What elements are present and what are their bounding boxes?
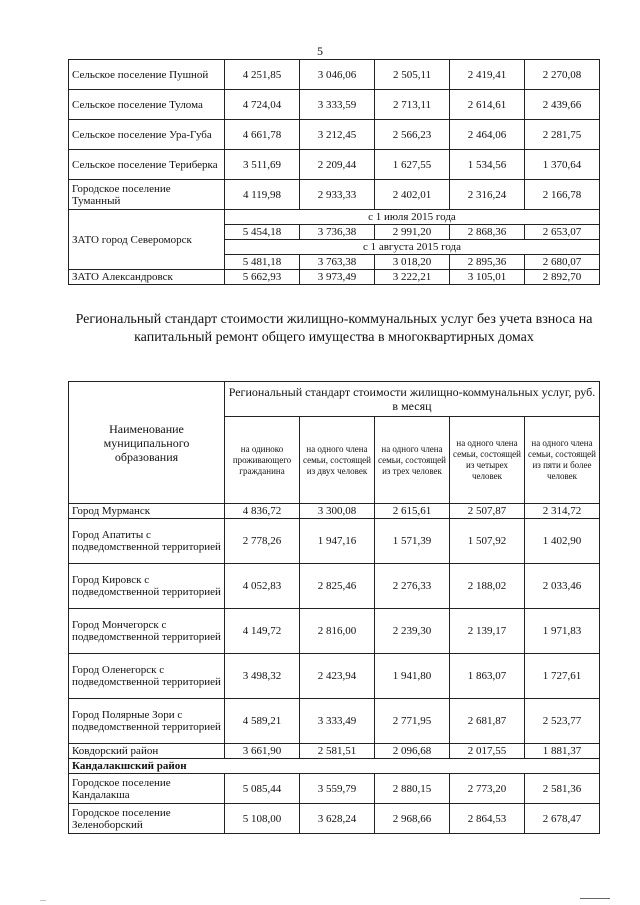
cell-value: 1 947,16 — [300, 519, 375, 564]
header-name: Наименование муниципального образования — [69, 382, 225, 504]
row-name: Сельское поселение Териберка — [69, 150, 225, 180]
cell-value: 2 771,95 — [375, 699, 450, 744]
cell-value: 2 316,24 — [450, 180, 525, 210]
cell-value: 1 370,64 — [525, 150, 600, 180]
cell-value: 2 778,26 — [225, 519, 300, 564]
cell-value: 1 941,80 — [375, 654, 450, 699]
cell-value: 2 419,41 — [450, 60, 525, 90]
row-name: Город Оленегорск с подведомственной территорией — [69, 654, 225, 699]
cell-value: 2 680,07 — [525, 255, 600, 270]
cell-value: 4 724,04 — [225, 90, 300, 120]
cell-value: 5 108,00 — [225, 804, 300, 834]
row-name: Город Кировск с подведомственной территорией — [69, 564, 225, 609]
subheader: на одного члена семьи, состоящей из пяти и более человек — [525, 417, 600, 504]
cell-value: 4 589,21 — [225, 699, 300, 744]
table-row — [69, 804, 600, 834]
cell-value: 3 300,08 — [300, 504, 375, 519]
cell-value: 2 681,87 — [450, 699, 525, 744]
row-name: Ковдорский район — [69, 744, 225, 759]
cell-value: 1 863,07 — [450, 654, 525, 699]
cell-value: 3 498,32 — [225, 654, 300, 699]
table-row — [69, 270, 600, 285]
table-row — [69, 564, 600, 609]
table-row — [69, 180, 600, 210]
cell-value: 3 559,79 — [300, 774, 375, 804]
cell-value: 3 763,38 — [300, 255, 375, 270]
section-title: Региональный стандарт стоимости жилищно-коммунальных услуг без учета взноса на капитальный ремонт общего имущества в многоквартирных домах — [75, 312, 593, 345]
cell-value: 1 971,83 — [525, 609, 600, 654]
cell-value: 2 868,36 — [450, 225, 525, 240]
cell-value: 4 052,83 — [225, 564, 300, 609]
cell-value: 5 454,18 — [225, 225, 300, 240]
header-row — [69, 382, 600, 417]
cell-value: 2 166,78 — [525, 180, 600, 210]
table-row — [69, 519, 600, 564]
cell-value: 2 505,11 — [375, 60, 450, 90]
table-row — [69, 609, 600, 654]
row-name: Городское поселение Зеленоборский — [69, 804, 225, 834]
header-main: Региональный стандарт стоимости жилищно-коммунальных услуг, руб. в месяц — [225, 382, 600, 417]
cell-value: 2 017,55 — [450, 744, 525, 759]
cell-value: 2 713,11 — [375, 90, 450, 120]
cell-value: 2 895,36 — [450, 255, 525, 270]
cell-value: 2 968,66 — [375, 804, 450, 834]
cell-value: 1 507,92 — [450, 519, 525, 564]
cell-value: 1 727,61 — [525, 654, 600, 699]
cell-value: 3 212,45 — [300, 120, 375, 150]
cell-value: 1 534,56 — [450, 150, 525, 180]
row-name: Город Мончегорск с подведомственной территорией — [69, 609, 225, 654]
table-row — [69, 774, 600, 804]
cell-value: 2 825,46 — [300, 564, 375, 609]
cell-value: 4 119,98 — [225, 180, 300, 210]
table-row — [69, 654, 600, 699]
subheader: на одного члена семьи, состоящей из четырех человек — [450, 417, 525, 504]
period-caption: с 1 августа 2015 года — [225, 240, 600, 255]
cell-value: 2 033,46 — [525, 564, 600, 609]
cell-value: 2 816,00 — [300, 609, 375, 654]
cell-value: 1 627,55 — [375, 150, 450, 180]
section-heading: Кандалакшский район — [69, 759, 600, 774]
cell-value: 2 402,01 — [375, 180, 450, 210]
table-row — [69, 150, 600, 180]
row-name: Городское поселение Туманный — [69, 180, 225, 210]
cell-value: 1 402,90 — [525, 519, 600, 564]
cell-value: 2 581,51 — [300, 744, 375, 759]
cell-value: 5 481,18 — [225, 255, 300, 270]
cell-value: 3 736,38 — [300, 225, 375, 240]
cell-value: 3 105,01 — [450, 270, 525, 285]
cell-value: 2 523,77 — [525, 699, 600, 744]
cell-value: 4 251,85 — [225, 60, 300, 90]
cell-value: 3 628,24 — [300, 804, 375, 834]
page-number: 5 — [317, 44, 323, 58]
cell-value: 2 864,53 — [450, 804, 525, 834]
table-row — [69, 210, 600, 225]
cell-value: 3 333,59 — [300, 90, 375, 120]
table-row — [69, 120, 600, 150]
row-name: ЗАТО Александровск — [69, 270, 225, 285]
row-name: Город Полярные Зори с подведомственной территорией — [69, 699, 225, 744]
subheader: на одного члена семьи, состоящей из двух человек — [300, 417, 375, 504]
footer-rule — [580, 898, 610, 899]
cell-value: 3 511,69 — [225, 150, 300, 180]
cell-value: 4 661,78 — [225, 120, 300, 150]
cell-value: 2 139,17 — [450, 609, 525, 654]
row-name: Город Апатиты с подведомственной территорией — [69, 519, 225, 564]
cell-value: 2 678,47 — [525, 804, 600, 834]
table-row — [69, 699, 600, 744]
row-name: Городское поселение Кандалакша — [69, 774, 225, 804]
cell-value: 3 333,49 — [300, 699, 375, 744]
cell-value: 2 892,70 — [525, 270, 600, 285]
cell-value: 2 281,75 — [525, 120, 600, 150]
cell-value: 1 881,37 — [525, 744, 600, 759]
cell-value: 2 581,36 — [525, 774, 600, 804]
cell-value: 2 270,08 — [525, 60, 600, 90]
cell-value: 2 314,72 — [525, 504, 600, 519]
row-name: ЗАТО город Североморск — [69, 210, 225, 270]
cell-value: 2 653,07 — [525, 225, 600, 240]
subheader: на одиноко проживающего гражданина — [225, 417, 300, 504]
cell-value: 2 464,06 — [450, 120, 525, 150]
row-name: Сельское поселение Ура-Губа — [69, 120, 225, 150]
row-name: Город Мурманск — [69, 504, 225, 519]
cell-value: 2 933,33 — [300, 180, 375, 210]
row-name: Сельское поселение Пушной — [69, 60, 225, 90]
cell-value: 5 662,93 — [225, 270, 300, 285]
cell-value: 2 239,30 — [375, 609, 450, 654]
cell-value: 3 046,06 — [300, 60, 375, 90]
cell-value: 2 566,23 — [375, 120, 450, 150]
cell-value: 3 222,21 — [375, 270, 450, 285]
top-table — [68, 59, 600, 285]
section-row — [69, 759, 600, 774]
cell-value: 2 096,68 — [375, 744, 450, 759]
cell-value: 3 661,90 — [225, 744, 300, 759]
cell-value: 2 991,20 — [375, 225, 450, 240]
subheader: на одного члена семьи, состоящей из трех человек — [375, 417, 450, 504]
footer-mark: ... — [40, 894, 46, 903]
cell-value: 2 614,61 — [450, 90, 525, 120]
table-row — [69, 60, 600, 90]
cell-value: 3 973,49 — [300, 270, 375, 285]
cell-value: 3 018,20 — [375, 255, 450, 270]
row-name: Сельское поселение Тулома — [69, 90, 225, 120]
cell-value: 4 836,72 — [225, 504, 300, 519]
cell-value: 2 880,15 — [375, 774, 450, 804]
cell-value: 2 507,87 — [450, 504, 525, 519]
cell-value: 1 571,39 — [375, 519, 450, 564]
cell-value: 2 188,02 — [450, 564, 525, 609]
cell-value: 2 439,66 — [525, 90, 600, 120]
table-row — [69, 504, 600, 519]
cell-value: 2 209,44 — [300, 150, 375, 180]
cell-value: 2 773,20 — [450, 774, 525, 804]
cell-value: 2 423,94 — [300, 654, 375, 699]
table-row — [69, 744, 600, 759]
main-table — [68, 381, 600, 834]
cell-value: 2 276,33 — [375, 564, 450, 609]
cell-value: 4 149,72 — [225, 609, 300, 654]
table-row — [69, 90, 600, 120]
period-caption: с 1 июля 2015 года — [225, 210, 600, 225]
cell-value: 2 615,61 — [375, 504, 450, 519]
cell-value: 5 085,44 — [225, 774, 300, 804]
